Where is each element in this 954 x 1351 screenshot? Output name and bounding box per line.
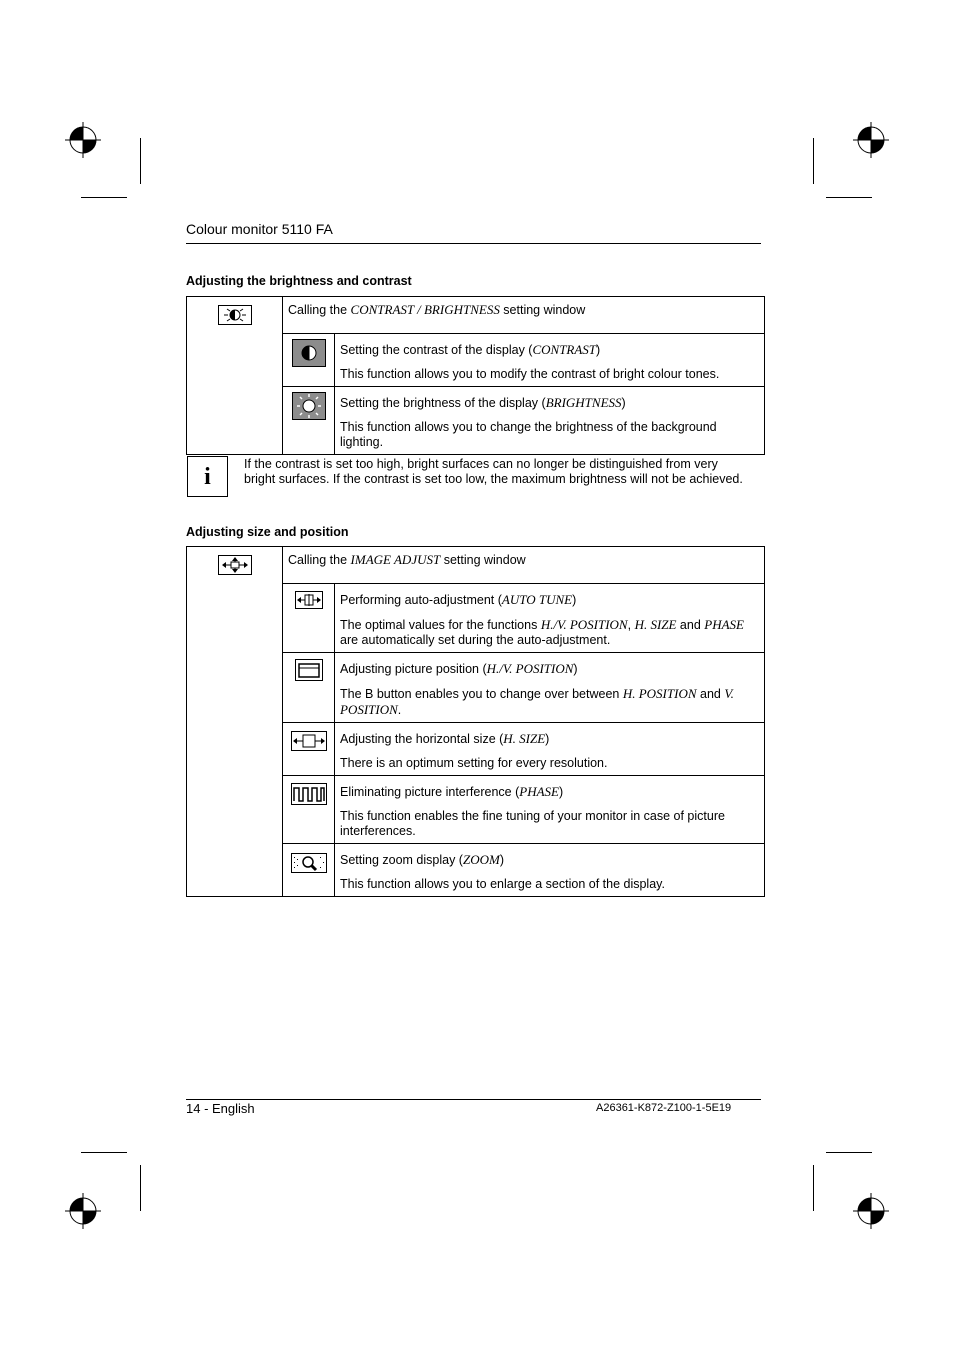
registration-mark-icon: [853, 1193, 889, 1229]
row-icon-cell: [283, 387, 335, 455]
registration-mark-icon: [65, 122, 101, 158]
row-title-name: AUTO TUNE: [501, 592, 573, 607]
row-description: This function allows you to modify the contrast of bright colour tones.: [340, 367, 720, 381]
phase-row: [335, 776, 765, 844]
size-position-table: [186, 546, 765, 897]
call-window-name: CONTRAST / BRIGHTNESS: [350, 302, 500, 317]
desc-text: and: [676, 618, 705, 632]
contrast-brightness-icon: [218, 305, 252, 325]
row-title-name: H./V. POSITION: [486, 661, 574, 676]
row-icon-cell: [283, 723, 335, 776]
row-icon-cell: [283, 584, 335, 653]
auto-tune-icon: [295, 591, 323, 609]
desc-term: PHASE: [704, 617, 744, 632]
row-title: Adjusting the horizontal size (: [340, 732, 504, 746]
desc-text: ,: [627, 618, 635, 632]
brightness-row: [335, 387, 765, 455]
row-description: [340, 686, 758, 718]
row-title: Setting the brightness of the display (: [340, 396, 546, 410]
crop-mark: [826, 197, 872, 198]
brightness-icon: [292, 392, 326, 420]
row-title-name: BRIGHTNESS: [545, 395, 622, 410]
page-number: 14 - English: [186, 1101, 255, 1116]
crop-mark: [813, 138, 814, 184]
row-icon-cell: [283, 844, 335, 897]
crop-mark: [826, 1152, 872, 1153]
info-icon: i: [187, 456, 228, 497]
row-title-name: PHASE: [519, 784, 559, 799]
h-size-row: [335, 723, 765, 776]
row-title-suffix: ): [572, 593, 577, 607]
row-title: Eliminating picture interference (: [340, 785, 520, 799]
main-icon-cell: [187, 547, 283, 897]
header-rule: [186, 243, 761, 244]
registration-mark-icon: [853, 122, 889, 158]
image-adjust-icon: [218, 555, 252, 575]
call-text-suffix: setting window: [499, 303, 586, 317]
row-title: Performing auto-adjustment (: [340, 593, 502, 607]
row-description: There is an optimum setting for every resolution.: [340, 756, 608, 770]
crop-mark: [81, 1152, 127, 1153]
position-row: [335, 653, 765, 723]
row-title-suffix: ): [596, 343, 601, 357]
contrast-row: [335, 334, 765, 387]
call-window-name: IMAGE ADJUST: [350, 552, 441, 567]
row-title-suffix: ): [499, 853, 504, 867]
row-title-name: CONTRAST: [532, 342, 597, 357]
row-title-suffix: ): [545, 732, 550, 746]
position-icon: [295, 659, 323, 681]
row-icon-cell: [283, 776, 335, 844]
desc-term: H. POSITION: [622, 686, 697, 701]
row-title-suffix: ): [558, 785, 564, 799]
footer-rule: [186, 1099, 761, 1100]
crop-mark: [81, 197, 127, 198]
contrast-icon: [292, 339, 326, 367]
row-title: Setting zoom display (: [340, 853, 463, 867]
call-text-suffix: setting window: [440, 553, 526, 567]
desc-text: are automatically set during the auto-adjustment.: [340, 633, 611, 647]
h-size-icon: [291, 731, 327, 751]
auto-tune-row: [335, 584, 765, 653]
desc-text: The B button enables you to change over between: [340, 687, 623, 701]
desc-term: V. POSITION: [340, 686, 734, 717]
zoom-icon: [291, 853, 327, 873]
crop-mark: [813, 1165, 814, 1211]
row-description: This function allows you to enlarge a section of the display.: [340, 877, 665, 891]
row-description: This function enables the fine tuning of your monitor in case of picture interferences.: [340, 809, 725, 838]
call-text: Calling the: [288, 553, 351, 567]
desc-text: and: [696, 687, 725, 701]
info-note-text: If the contrast is set too high, bright surfaces can no longer be distinguished from very bright surfaces. If the contrast is set too low, the maximum brightness will not be achieved.: [244, 457, 743, 486]
call-window-cell: [283, 547, 765, 584]
section-title-brightness-contrast: Adjusting the brightness and contrast: [186, 274, 412, 288]
main-icon-cell: [187, 297, 283, 455]
page-header-title: Colour monitor 5110 FA: [186, 221, 333, 237]
row-title-name: ZOOM: [462, 852, 500, 867]
section-title-size-position: Adjusting size and position: [186, 525, 349, 539]
row-title: Adjusting picture position (: [340, 662, 487, 676]
document-code: A26361-K872-Z100-1-5E19: [596, 1102, 732, 1114]
crop-mark: [140, 1165, 141, 1211]
row-description: [340, 617, 758, 648]
desc-term: H. SIZE: [634, 617, 677, 632]
registration-mark-icon: [65, 1193, 101, 1229]
row-icon-cell: [283, 334, 335, 387]
row-title: Setting the contrast of the display (: [340, 343, 533, 357]
crop-mark: [140, 138, 141, 184]
row-title-suffix: ): [573, 662, 578, 676]
row-description: This function allows you to change the brightness of the background lighting.: [340, 420, 717, 449]
zoom-row: [335, 844, 765, 897]
call-text: Calling the: [288, 303, 351, 317]
desc-text: .: [397, 703, 402, 717]
row-title-name: H. SIZE: [503, 731, 546, 746]
call-window-cell: [283, 297, 765, 334]
brightness-contrast-table: [186, 296, 765, 455]
desc-text: The optimal values for the functions: [340, 618, 541, 632]
phase-icon: [291, 783, 327, 805]
row-title-suffix: ): [621, 396, 626, 410]
desc-term: H./V. POSITION: [540, 617, 628, 632]
row-icon-cell: [283, 653, 335, 723]
